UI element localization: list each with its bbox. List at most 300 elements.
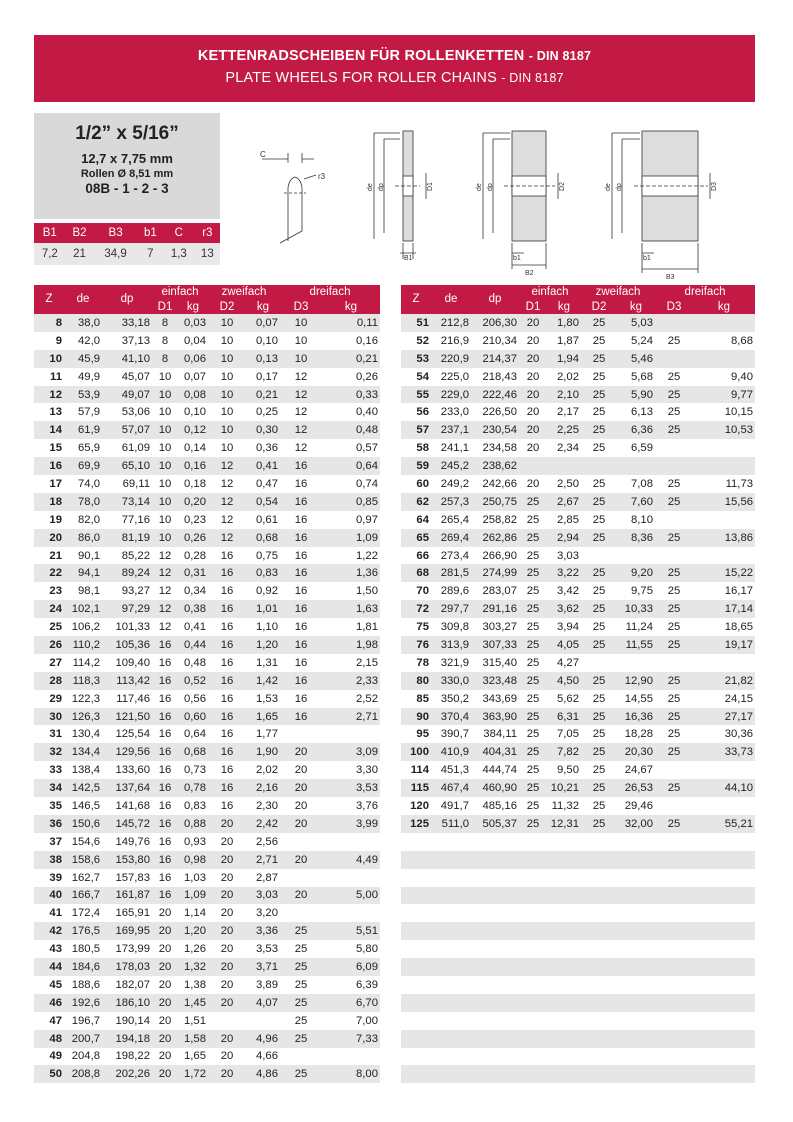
hub-d3: 25 xyxy=(655,564,693,582)
weight-triple: 9,40 xyxy=(731,370,754,383)
hub-d3: 16 xyxy=(280,457,322,475)
weight-double: 2,02 xyxy=(256,764,278,777)
outer-diameter xyxy=(431,976,471,994)
weight-triple xyxy=(693,1083,755,1101)
table-row xyxy=(34,511,380,529)
pitch-diameter xyxy=(471,1065,519,1083)
single-wheel-drawing xyxy=(367,131,434,262)
outer-diameter: 118,3 xyxy=(64,672,102,690)
pitch-diameter: 65,10 xyxy=(102,457,152,475)
outer-diameter xyxy=(431,887,471,905)
table-row xyxy=(401,457,755,475)
pitch-diameter xyxy=(471,833,519,851)
hub-d1: 25 xyxy=(526,799,540,812)
hub-d2 xyxy=(581,976,617,994)
table-row xyxy=(401,922,755,940)
tooth-count: 33 xyxy=(49,764,62,777)
hub-d1: 25 xyxy=(519,708,547,726)
weight-double: 6,36 xyxy=(617,421,655,439)
weight-single: 2,94 xyxy=(547,529,581,547)
pitch-diameter: 125,54 xyxy=(115,728,150,741)
hub-d3 xyxy=(655,654,693,672)
weight-single xyxy=(547,851,581,869)
tooth-count: 85 xyxy=(416,692,429,705)
hub-d3 xyxy=(655,904,693,922)
outer-diameter xyxy=(431,1012,471,1030)
weight-triple xyxy=(693,314,755,332)
pitch-diameter: 323,48 xyxy=(471,672,519,690)
tooth-count: 58 xyxy=(416,442,429,455)
hub-d2: 20 xyxy=(220,835,234,848)
hub-d2 xyxy=(581,1065,617,1083)
pitch-diameter: 149,76 xyxy=(115,835,150,848)
weight-triple xyxy=(693,904,755,922)
weight-single: 1,87 xyxy=(557,334,579,347)
label-b1-single: B1 xyxy=(404,255,413,262)
outer-diameter: 45,9 xyxy=(64,350,102,368)
pitch-diameter: 157,83 xyxy=(115,871,150,884)
hub-d2: 16 xyxy=(208,636,246,654)
table-row xyxy=(401,672,755,690)
hub-d3: 16 xyxy=(280,600,322,618)
table-row xyxy=(401,887,755,905)
table-row xyxy=(34,386,380,404)
weight-single: 3,22 xyxy=(547,564,581,582)
tooth-count: 75 xyxy=(416,621,429,634)
hub-d3 xyxy=(655,922,693,940)
weight-triple xyxy=(693,350,755,368)
outer-diameter xyxy=(431,994,471,1012)
outer-diameter: 491,7 xyxy=(440,799,469,812)
weight-triple: 3,76 xyxy=(356,799,379,812)
table-row xyxy=(34,887,380,905)
weight-double: 4,66 xyxy=(256,1050,278,1063)
hub-d2: 25 xyxy=(581,672,617,690)
tooth-count: 30 xyxy=(34,708,64,726)
outer-diameter: 61,9 xyxy=(64,421,102,439)
weight-double: 11,24 xyxy=(625,621,653,634)
pitch-diameter xyxy=(471,994,519,1012)
table-row xyxy=(34,869,380,887)
weight-triple: 55,21 xyxy=(693,815,755,833)
label-de-1: de xyxy=(367,183,374,191)
outer-diameter: 154,6 xyxy=(71,835,100,848)
dimension-table xyxy=(34,223,220,265)
weight-single xyxy=(547,887,581,905)
hub-d1: 25 xyxy=(526,513,540,526)
hub-d3: 25 xyxy=(655,421,693,439)
hub-d3: 25 xyxy=(667,621,681,634)
outer-diameter: 297,7 xyxy=(431,600,471,618)
hub-d1: 25 xyxy=(526,764,540,777)
table-row xyxy=(34,475,380,493)
weight-single: 1,09 xyxy=(178,887,208,905)
table-row xyxy=(34,940,380,958)
hub-d1: 20 xyxy=(526,406,540,419)
hub-d3: 10 xyxy=(294,334,308,347)
weight-single xyxy=(547,1065,581,1083)
chain-spec-box xyxy=(34,113,220,219)
weight-single: 7,05 xyxy=(557,728,579,741)
outer-diameter xyxy=(431,851,471,869)
weight-double: 29,46 xyxy=(624,799,653,812)
hub-d3: 20 xyxy=(280,815,322,833)
weight-single: 0,78 xyxy=(178,779,208,797)
table-row xyxy=(401,779,755,797)
col-z-header: Z xyxy=(401,285,431,314)
hub-d3 xyxy=(655,887,693,905)
table-row xyxy=(34,690,380,708)
weight-single: 0,10 xyxy=(184,406,206,419)
outer-diameter: 69,9 xyxy=(64,457,102,475)
weight-single xyxy=(547,457,581,475)
hub-d2 xyxy=(581,958,617,976)
d1-header: D1 xyxy=(152,300,178,314)
table-row xyxy=(401,439,755,457)
hub-d2: 25 xyxy=(592,406,606,419)
table-row xyxy=(401,582,755,600)
tooth-count: 22 xyxy=(34,564,64,582)
weight-triple xyxy=(693,976,755,994)
hub-d3 xyxy=(655,1012,693,1030)
hub-d1: 16 xyxy=(158,692,172,705)
weight-double: 0,75 xyxy=(256,549,278,562)
table-row xyxy=(34,958,380,976)
weight-single: 3,42 xyxy=(557,585,579,598)
tooth-count: 48 xyxy=(34,1030,64,1048)
hub-d3 xyxy=(655,547,693,565)
hub-d3 xyxy=(655,457,693,475)
table-row xyxy=(34,904,380,922)
hub-d1: 25 xyxy=(519,493,547,511)
pitch-diameter: 85,22 xyxy=(121,549,150,562)
table-row xyxy=(401,690,755,708)
weight-single: 1,20 xyxy=(178,922,208,940)
weight-single xyxy=(547,869,581,887)
pitch-diameter: 218,43 xyxy=(482,370,517,383)
table-row xyxy=(34,439,380,457)
outer-diameter: 134,4 xyxy=(64,743,102,761)
tooth-count: 24 xyxy=(34,600,64,618)
table-row xyxy=(401,940,755,958)
pitch-diameter: 161,87 xyxy=(102,887,152,905)
hub-d1 xyxy=(519,851,547,869)
pitch-diameter: 33,18 xyxy=(102,314,152,332)
tooth-count xyxy=(401,904,431,922)
weight-single: 3,94 xyxy=(557,621,579,634)
hub-d2: 16 xyxy=(208,600,246,618)
dimension-header: B2 xyxy=(66,223,94,243)
table-row xyxy=(401,851,755,869)
outer-diameter: 78,0 xyxy=(64,493,102,511)
outer-diameter: 172,4 xyxy=(71,907,100,920)
weight-single: 6,31 xyxy=(547,708,581,726)
label-b3: B3 xyxy=(666,274,675,281)
weight-single xyxy=(547,994,581,1012)
pitch-diameter: 182,07 xyxy=(115,978,150,991)
tooth-count: 125 xyxy=(401,815,431,833)
table-row xyxy=(34,582,380,600)
table-row xyxy=(401,743,755,761)
kg-header: kg xyxy=(178,300,208,314)
weight-double: 0,17 xyxy=(256,370,278,383)
weight-single: 1,38 xyxy=(184,978,206,991)
weight-triple xyxy=(693,940,755,958)
kg-header: kg xyxy=(693,300,755,314)
tooth-count: 19 xyxy=(49,513,62,526)
weight-single: 1,26 xyxy=(184,943,206,956)
weight-double: 0,21 xyxy=(246,386,280,404)
hub-d3: 20 xyxy=(280,887,322,905)
hub-d2: 25 xyxy=(592,585,606,598)
hub-d2 xyxy=(581,457,617,475)
group-dreifach-header: dreifach xyxy=(655,285,755,300)
outer-diameter: 196,7 xyxy=(71,1014,100,1027)
weight-double xyxy=(617,1048,655,1066)
hub-d3: 12 xyxy=(294,370,308,383)
weight-triple: 4,49 xyxy=(322,851,380,869)
weight-double: 0,30 xyxy=(246,421,280,439)
table-row xyxy=(34,851,380,869)
hub-d1: 20 xyxy=(158,907,172,920)
weight-triple: 1,36 xyxy=(322,564,380,582)
outer-diameter: 229,0 xyxy=(431,386,471,404)
weight-triple: 15,22 xyxy=(693,564,755,582)
pitch-diameter xyxy=(471,904,519,922)
hub-d2 xyxy=(581,547,617,565)
tooth-count xyxy=(401,887,431,905)
table-row xyxy=(34,403,380,421)
hub-d3: 25 xyxy=(294,978,308,991)
weight-double: 1,42 xyxy=(246,672,280,690)
weight-double: 1,10 xyxy=(256,621,278,634)
hub-d3: 16 xyxy=(294,585,308,598)
weight-double: 9,20 xyxy=(617,564,655,582)
hub-d3: 25 xyxy=(667,477,681,490)
group-zweifach-header: zweifach xyxy=(581,285,655,300)
hub-d3: 16 xyxy=(280,636,322,654)
pitch-diameter: 274,99 xyxy=(471,564,519,582)
weight-double: 5,90 xyxy=(617,386,655,404)
hub-d3: 16 xyxy=(294,477,308,490)
dimension-value: 1,3 xyxy=(163,243,195,265)
hub-d3 xyxy=(655,511,693,529)
hub-d2: 25 xyxy=(581,564,617,582)
hub-d2: 16 xyxy=(208,708,246,726)
weight-triple: 1,81 xyxy=(356,621,379,634)
col-de-header: de xyxy=(431,285,471,314)
tooth-count: 70 xyxy=(416,585,429,598)
weight-single: 1,65 xyxy=(184,1050,206,1063)
weight-double: 1,65 xyxy=(246,708,280,726)
pitch-diameter: 198,22 xyxy=(115,1050,150,1063)
hub-d3 xyxy=(655,1083,693,1101)
weight-double: 10,33 xyxy=(617,600,655,618)
outer-diameter: 166,7 xyxy=(64,887,102,905)
hub-d2: 25 xyxy=(592,621,606,634)
hub-d1: 25 xyxy=(526,656,540,669)
table-row xyxy=(34,350,380,368)
tooth-count: 90 xyxy=(401,708,431,726)
header-row-top xyxy=(401,285,755,300)
pitch-diameter: 141,68 xyxy=(115,799,150,812)
hub-d2: 16 xyxy=(208,743,246,761)
hub-d3 xyxy=(280,1048,322,1066)
hub-d3 xyxy=(655,1065,693,1083)
tooth-count: 39 xyxy=(49,871,62,884)
weight-double: 16,36 xyxy=(617,708,655,726)
weight-triple: 1,98 xyxy=(322,636,380,654)
weight-double: 2,16 xyxy=(246,779,280,797)
pitch-diameter xyxy=(471,1083,519,1101)
weight-single: 2,50 xyxy=(557,477,579,490)
pitch-diameter: 45,07 xyxy=(121,370,150,383)
weight-single: 0,83 xyxy=(184,799,206,812)
pitch-diameter: 291,16 xyxy=(471,600,519,618)
hub-d3 xyxy=(655,314,693,332)
sprocket-table-right xyxy=(401,285,755,1101)
hub-d2 xyxy=(581,1048,617,1066)
pitch-diameter: 202,26 xyxy=(102,1065,152,1083)
weight-single: 0,26 xyxy=(178,529,208,547)
tooth-count: 16 xyxy=(34,457,64,475)
hub-d3 xyxy=(655,833,693,851)
hub-d3 xyxy=(280,833,322,851)
table-row xyxy=(401,815,755,833)
outer-diameter: 237,1 xyxy=(431,421,471,439)
hub-d1 xyxy=(519,869,547,887)
weight-single: 0,56 xyxy=(184,692,206,705)
outer-diameter xyxy=(431,940,471,958)
weight-double: 1,01 xyxy=(246,600,280,618)
label-r3: r3 xyxy=(318,172,326,181)
tooth-count: 41 xyxy=(49,907,62,920)
weight-triple xyxy=(693,994,755,1012)
outer-diameter xyxy=(431,904,471,922)
hub-d2: 20 xyxy=(208,958,246,976)
hub-d3: 16 xyxy=(294,656,308,669)
weight-double: 7,08 xyxy=(631,477,653,490)
outer-diameter: 114,2 xyxy=(72,656,100,669)
hub-d2 xyxy=(581,904,617,922)
tooth-count xyxy=(401,869,431,887)
outer-diameter: 42,0 xyxy=(78,334,100,347)
weight-triple xyxy=(693,654,755,672)
pitch-diameter: 234,58 xyxy=(482,442,517,455)
tooth-count: 51 xyxy=(401,314,431,332)
table-row xyxy=(401,797,755,815)
hub-d2: 25 xyxy=(592,764,606,777)
label-d3: D3 xyxy=(711,182,718,191)
title-english: PLATE WHEELS FOR ROLLER CHAINS - DIN 8187 xyxy=(225,70,564,86)
outer-diameter: 225,0 xyxy=(440,370,469,383)
table-row xyxy=(34,636,380,654)
table-row xyxy=(401,564,755,582)
table-row xyxy=(34,994,380,1012)
hub-d2: 20 xyxy=(208,815,246,833)
table-row xyxy=(34,421,380,439)
hub-d1: 20 xyxy=(152,994,178,1012)
hub-d2: 20 xyxy=(220,871,234,884)
weight-single xyxy=(547,958,581,976)
hub-d1 xyxy=(519,833,547,851)
weight-single: 0,93 xyxy=(184,835,206,848)
weight-double: 3,71 xyxy=(246,958,280,976)
outer-diameter xyxy=(431,922,471,940)
tooth-count: 52 xyxy=(416,334,429,347)
outer-diameter: 138,4 xyxy=(71,764,100,777)
weight-triple: 13,86 xyxy=(693,529,755,547)
pitch-diameter: 57,07 xyxy=(102,421,152,439)
tooth-count xyxy=(401,1083,431,1101)
weight-triple: 7,33 xyxy=(322,1030,380,1048)
label-de-2: de xyxy=(476,183,483,191)
outer-diameter: 249,2 xyxy=(440,477,469,490)
hub-d2: 10 xyxy=(220,442,234,455)
hub-d2: 16 xyxy=(220,692,234,705)
hub-d1: 16 xyxy=(158,764,172,777)
tooth-count: 68 xyxy=(401,564,431,582)
hub-d2 xyxy=(581,887,617,905)
weight-single: 4,50 xyxy=(547,672,581,690)
hub-d3: 20 xyxy=(280,851,322,869)
hub-d2: 12 xyxy=(220,513,234,526)
weight-single: 0,07 xyxy=(184,370,206,383)
weight-single xyxy=(547,922,581,940)
hub-d2: 25 xyxy=(592,692,606,705)
d1-header: D1 xyxy=(519,300,547,314)
hub-d2: 25 xyxy=(581,493,617,511)
outer-diameter: 313,9 xyxy=(431,636,471,654)
hub-d2 xyxy=(581,654,617,672)
weight-triple xyxy=(693,797,755,815)
hub-d2: 16 xyxy=(220,728,234,741)
chain-code: 08B - 1 - 2 - 3 xyxy=(85,181,169,196)
tooth-count: 14 xyxy=(34,421,64,439)
table-row xyxy=(34,1012,380,1030)
pitch-diameter: 190,14 xyxy=(115,1014,150,1027)
tooth-count xyxy=(401,976,431,994)
hub-d3 xyxy=(280,904,322,922)
weight-triple: 5,51 xyxy=(322,922,380,940)
pitch-diameter xyxy=(471,1048,519,1066)
hub-d1: 10 xyxy=(152,457,178,475)
hub-d3 xyxy=(280,869,322,887)
tooth-count: 32 xyxy=(34,743,64,761)
dimension-header: B1 xyxy=(34,223,66,243)
outer-diameter: 350,2 xyxy=(440,692,469,705)
weight-double xyxy=(617,654,655,672)
tooth-count xyxy=(401,1048,431,1066)
outer-diameter: 233,0 xyxy=(440,406,469,419)
weight-single: 2,02 xyxy=(557,370,579,383)
hub-d2 xyxy=(581,922,617,940)
table-row xyxy=(34,368,380,386)
tooth-count xyxy=(401,1065,431,1083)
hub-d3: 16 xyxy=(280,672,322,690)
weight-triple: 21,82 xyxy=(693,672,755,690)
outer-diameter: 86,0 xyxy=(64,529,102,547)
hub-d2: 10 xyxy=(220,406,234,419)
weight-triple: 17,14 xyxy=(693,600,755,618)
hub-d1: 25 xyxy=(526,728,540,741)
tooth-count: 76 xyxy=(401,636,431,654)
hub-d2: 20 xyxy=(220,907,234,920)
weight-single: 11,32 xyxy=(551,799,579,812)
weight-triple: 1,09 xyxy=(322,529,380,547)
pitch-diameter: 343,69 xyxy=(482,692,517,705)
tooth-count: 66 xyxy=(416,549,429,562)
